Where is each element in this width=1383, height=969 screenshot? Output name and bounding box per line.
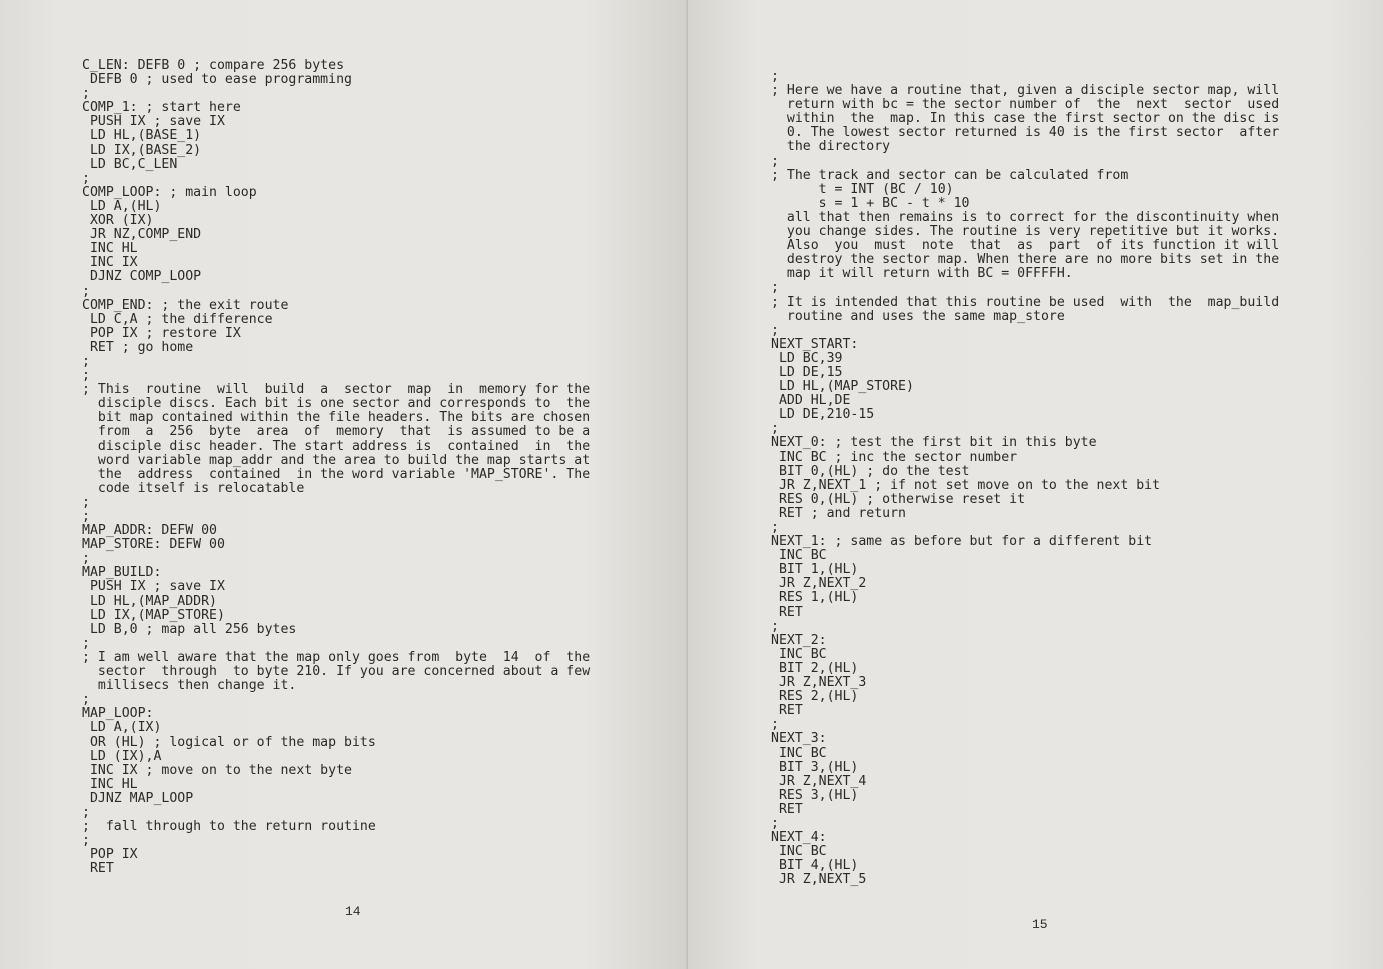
- left-page-code-line: C_LEN: DEFB 0 ; compare 256 bytes: [82, 58, 345, 73]
- right-page-code-line: t = INT (BC / 10): [771, 181, 954, 197]
- right-page-code-line: JR Z,NEXT_1 ; if not set move on to the next bit: [771, 477, 1161, 493]
- left-page-code-line: ;: [82, 353, 90, 369]
- right-page-code-line: BIT 3,(HL): [771, 759, 859, 775]
- left-page-code-line: ;: [82, 804, 90, 820]
- left-page-code-line: word variable map_addr and the area to build the map starts at: [82, 452, 591, 468]
- left-page-code-line: disciple discs. Each bit is one sector and corresponds to the: [82, 396, 591, 412]
- right-page-code-line: within the map. In this case the first sector on the disc is: [771, 111, 1280, 127]
- left-page-code-line: LD A,(IX): [82, 720, 162, 736]
- left-page-code-line: LD (IX),A: [82, 748, 162, 764]
- right-page-code-line: the directory: [771, 139, 891, 155]
- right-page-code-line: map it will return with BC = 0FFFFH.: [771, 266, 1073, 282]
- right-page-code-line: LD BC,39: [771, 350, 843, 366]
- left-page-code-line: OR (HL) ; logical or of the map bits: [82, 734, 376, 750]
- right-page-code-line: LD HL,(MAP_STORE): [771, 379, 914, 395]
- left-page-code-line: PUSH IX ; save IX: [82, 114, 225, 130]
- right-page-code-line: BIT 0,(HL) ; do the test: [771, 463, 970, 479]
- left-page-code-line: PUSH IX ; save IX: [82, 579, 225, 595]
- right-page-code-line: ;: [771, 421, 779, 437]
- left-page-code-line: RET: [82, 861, 114, 877]
- left-page-code-line: MAP_BUILD:: [82, 565, 162, 581]
- right-page-code-line: RET ; and return: [771, 505, 906, 521]
- right-page-code-line: JR Z,NEXT_4: [771, 773, 867, 789]
- right-page-code-line: RET: [771, 703, 803, 719]
- right-page-code-line: INC BC: [771, 548, 827, 564]
- right-page-code-line: RES 0,(HL) ; otherwise reset it: [771, 491, 1026, 507]
- right-page-code-listing: [771, 70, 1279, 887]
- left-page-code-line: ;: [82, 368, 90, 384]
- left-page-code-line: POP IX ; restore IX: [82, 325, 241, 341]
- left-page-code-line: ;: [82, 833, 90, 849]
- right-page-code-line: LD DE,15: [771, 364, 843, 380]
- right-page-code-line: RES 1,(HL): [771, 590, 859, 606]
- left-page-code-line: ; fall through to the return routine: [82, 819, 376, 835]
- right-page-code-line: JR Z,NEXT_3: [771, 675, 867, 691]
- left-page-code-line: XOR (IX): [82, 213, 154, 229]
- left-page-code-line: COMP_1: ; start here: [82, 100, 241, 116]
- left-page-code-line: bit map contained within the file headers. The bits are chosen: [82, 410, 591, 426]
- right-page-code-line: JR Z,NEXT_2: [771, 576, 867, 592]
- left-page-number: 14: [345, 904, 361, 919]
- left-page-code-line: MAP_ADDR: DEFW 00: [82, 523, 217, 539]
- left-page-code-line: millisecs then change it.: [82, 678, 297, 694]
- right-page-code-line: ;: [771, 815, 779, 831]
- left-page-code-line: code itself is relocatable: [82, 480, 305, 496]
- left-page-code-line: LD BC,C_LEN: [82, 156, 178, 172]
- left-page-code-line: MAP_STORE: DEFW 00: [82, 537, 225, 553]
- left-page-code-line: ;: [82, 635, 90, 651]
- right-page-code-line: BIT 4,(HL): [771, 858, 859, 874]
- left-page-code-line: ;: [82, 692, 90, 708]
- right-page-code-line: NEXT_START:: [771, 336, 859, 352]
- left-page-code-line: POP IX: [82, 847, 138, 863]
- right-page-code-line: ; Here we have a routine that, given a disciple sector map, will: [771, 83, 1280, 99]
- left-page: [0, 0, 688, 969]
- right-page-code-line: NEXT_0: ; test the first bit in this byte: [771, 435, 1097, 451]
- left-page-code-line: the address contained in the word variable 'MAP_STORE'. The: [82, 466, 591, 482]
- right-page-code-line: return with bc = the sector number of the next sector used: [771, 97, 1280, 113]
- right-page-code-line: NEXT_4:: [771, 830, 827, 846]
- left-page-code-line: from a 256 byte area of memory that is assumed to be a: [82, 424, 591, 440]
- left-page-code-line: INC IX: [82, 255, 138, 271]
- right-page-code-line: Also you must note that as part of its function it will: [771, 238, 1280, 254]
- left-page-code-line: DJNZ COMP_LOOP: [82, 269, 202, 285]
- left-page-code-line: INC HL: [82, 776, 138, 792]
- right-page-code-line: you change sides. The routine is very repetitive but it works.: [771, 224, 1280, 240]
- left-page-code-line: ;: [82, 170, 90, 186]
- left-page-code-line: LD HL,(BASE_1): [82, 128, 202, 144]
- left-page-code-line: LD IX,(BASE_2): [82, 142, 202, 158]
- right-page-code-line: NEXT_2:: [771, 632, 827, 648]
- right-page-code-line: destroy the sector map. When there are no more bits set in the: [771, 252, 1280, 268]
- left-page-code-line: LD B,0 ; map all 256 bytes: [82, 621, 297, 637]
- left-page-code-line: COMP_END: ; the exit route: [82, 297, 289, 313]
- left-page-code-line: LD HL,(MAP_ADDR): [82, 593, 217, 609]
- right-page-code-line: BIT 1,(HL): [771, 562, 859, 578]
- left-page-code-line: RET ; go home: [82, 339, 194, 355]
- right-page-code-line: INC BC: [771, 745, 827, 761]
- right-page-code-line: ;: [771, 520, 779, 535]
- right-page-code-line: 0. The lowest sector returned is 40 is the first sector after: [771, 125, 1280, 141]
- left-page-code-line: disciple disc header. The start address is contained in the: [82, 438, 591, 454]
- left-page-code-line: INC IX ; move on to the next byte: [82, 762, 352, 778]
- left-page-code-listing: [82, 59, 590, 876]
- left-page-code-line: LD IX,(MAP_STORE): [82, 607, 225, 623]
- left-page-code-line: ;: [82, 86, 90, 102]
- right-page-code-line: BIT 2,(HL): [771, 660, 859, 676]
- right-page-code-line: ;: [771, 717, 779, 733]
- left-page-code-line: ;: [82, 551, 90, 567]
- right-page-code-line: ;: [771, 153, 779, 169]
- right-page-code-line: s = 1 + BC - t * 10: [771, 195, 970, 211]
- left-page-code-line: JR NZ,COMP_END: [82, 227, 202, 243]
- left-page-code-line: INC HL: [82, 241, 138, 257]
- left-page-code-line: sector through to byte 210. If you are concerned about a few: [82, 664, 591, 680]
- left-page-code-line: MAP_LOOP:: [82, 706, 154, 722]
- right-page-code-line: ; The track and sector can be calculated from: [771, 167, 1129, 183]
- right-page-code-line: ;: [771, 322, 779, 338]
- left-page-code-line: DEFB 0 ; used to ease programming: [82, 72, 352, 88]
- right-page-code-line: RES 2,(HL): [771, 689, 859, 705]
- left-page-code-line: ;: [82, 509, 90, 524]
- right-page-number: 15: [1032, 917, 1048, 932]
- left-page-code-line: LD C,A ; the difference: [82, 311, 273, 327]
- left-page-code-line: ; This routine will build a sector map in memory for the: [82, 382, 591, 398]
- right-page-code-line: ; It is intended that this routine be used with the map_build: [771, 294, 1280, 310]
- left-page-code-line: LD A,(HL): [82, 198, 162, 214]
- right-page-code-line: all that then remains is to correct for the discontinuity when: [771, 209, 1280, 225]
- right-page-code-line: ;: [771, 280, 779, 296]
- right-page-code-line: ADD HL,DE: [771, 393, 851, 409]
- right-page-code-line: ;: [771, 618, 779, 634]
- right-page-code-line: NEXT_1: ; same as before but for a different bit: [771, 534, 1153, 550]
- right-page-code-line: INC BC ; inc the sector number: [771, 449, 1018, 465]
- left-page-code-line: ; I am well aware that the map only goes from byte 14 of the: [82, 649, 591, 665]
- right-page-code-line: RES 3,(HL): [771, 787, 859, 803]
- right-page-code-line: LD DE,210-15: [771, 407, 875, 423]
- right-page-code-line: INC BC: [771, 646, 827, 662]
- right-page-code-line: JR Z,NEXT_5: [771, 872, 867, 888]
- right-page-code-line: routine and uses the same map_store: [771, 308, 1065, 324]
- right-page-code-line: INC BC: [771, 844, 827, 860]
- left-page-code-line: DJNZ MAP_LOOP: [82, 790, 194, 806]
- left-page-code-line: ;: [82, 283, 90, 299]
- left-page-code-line: ;: [82, 494, 90, 510]
- left-page-code-line: COMP_LOOP: ; main loop: [82, 184, 257, 200]
- right-page-code-line: RET: [771, 604, 803, 620]
- right-page-code-line: ;: [771, 69, 779, 84]
- right-page-code-line: RET: [771, 801, 803, 817]
- right-page-code-line: NEXT_3:: [771, 731, 827, 747]
